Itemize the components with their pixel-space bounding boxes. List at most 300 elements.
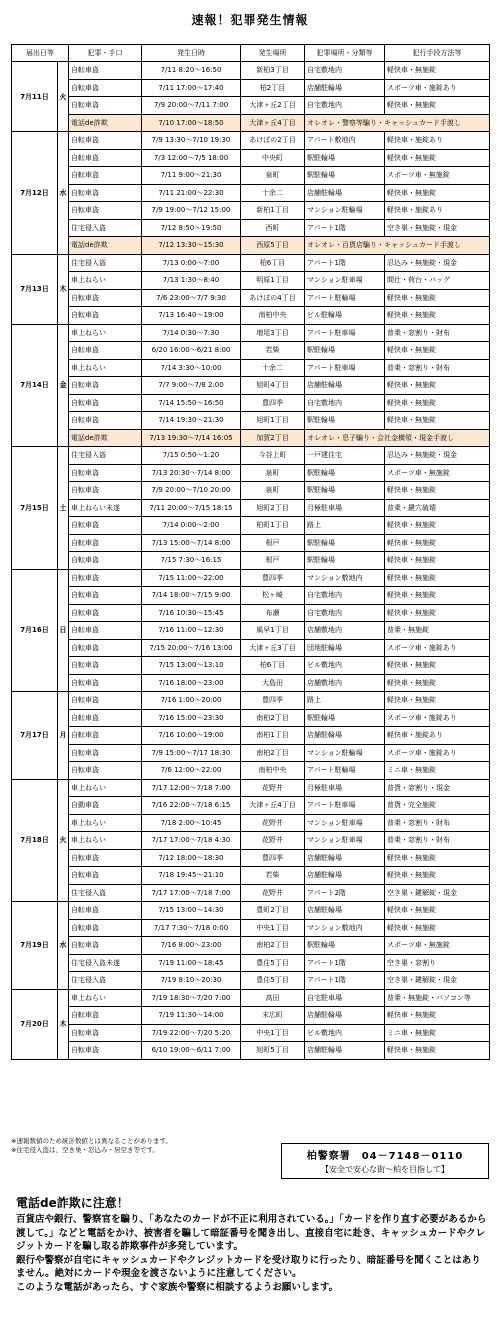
fraud-warning-paragraph-3: このような電話があったら、すぐ家族や警察に相談するようお願いします。 [16,1281,339,1293]
table-row [12,149,490,167]
table-row [12,272,490,290]
crime-type-cell: 車上ねらい [69,324,142,342]
crime-location-cell: マンション駐車場 [305,832,385,850]
crime-type-cell: 自転車盗 [69,1007,142,1025]
occurrence-place-cell: 花野井 [241,884,305,902]
table-row [12,482,490,500]
police-contact-box [281,1143,489,1179]
weekday-cell: 火 [58,779,69,902]
crime-type-cell: 自転車盗 [69,744,142,762]
occurrence-place-cell: 風早1丁目 [241,622,305,640]
table-row [12,919,490,937]
crime-location-cell: 月極駐車場 [305,499,385,517]
table-row [12,587,490,605]
crime-type-cell: 自転車盗 [69,149,142,167]
crime-location-cell: 駅駐輪場 [305,709,385,727]
occurrence-place-cell: 大津ヶ丘4丁目 [241,797,305,815]
crime-type-cell: 住宅侵入盗 [69,447,142,465]
crime-type-cell: 自転車盗 [69,569,142,587]
crime-method-cell: 普乗・無施錠・パソコン等 [385,989,490,1007]
occurrence-time-cell: 7/11 9:00～21:30 [142,167,241,185]
occurrence-time-cell: 7/16 10:30～15:45 [142,604,241,622]
fraud-method-cell: オレオレ・警察等騙り・キャッシュカード手渡し [305,114,490,132]
table-row [12,464,490,482]
occurrence-time-cell: 7/13 16:40～19:00 [142,307,241,325]
occurrence-place-cell: 豊住5丁目 [241,972,305,990]
crime-location-cell: アパート1階 [305,254,385,272]
occurrence-time-cell: 7/11 17:00～17:40 [142,79,241,97]
occurrence-time-cell: 7/11 20:00～7/15 18:15 [142,499,241,517]
occurrence-time-cell: 7/14 15:50～16:50 [142,394,241,412]
table-row [12,692,490,710]
table-row [12,1007,490,1025]
crime-type-cell: 自転車盗 [69,919,142,937]
crime-location-cell: 自宅敷地内 [305,97,385,115]
occurrence-place-cell: 豊四季 [241,849,305,867]
crime-method-cell: 軽快車・無施錠 [385,569,490,587]
crime-location-cell: 店舗駐輪場 [305,727,385,745]
occurrence-time-cell: 7/16 1:00～20:00 [142,692,241,710]
crime-method-cell: 軽快車・無施錠 [385,1007,490,1025]
crime-method-cell: 空き巣・窓割り [385,954,490,972]
table-header-row [12,45,490,62]
crime-location-cell: 店舗駐輪場 [305,1007,385,1025]
occurrence-place-cell: 南柏中央 [241,307,305,325]
occurrence-place-cell: 柏6丁目 [241,254,305,272]
crime-location-cell: 駅駐輪場 [305,552,385,570]
occurrence-place-cell: 大島田 [241,674,305,692]
table-row [12,569,490,587]
occurrence-place-cell: 末広町 [241,1007,305,1025]
crime-location-cell: 駅駐輪場 [305,412,385,430]
column-header-date: 届出日等 [12,45,69,62]
report-date-cell: 7月19日 [12,902,58,990]
table-row [12,359,490,377]
occurrence-place-cell: 中央1丁目 [241,1024,305,1042]
occurrence-time-cell: 7/16 10:00～19:00 [142,727,241,745]
crime-type-cell: 自転車盗 [69,307,142,325]
occurrence-time-cell: 7/14 0:00～2:00 [142,517,241,535]
crime-type-cell: 電話de詐欺 [69,237,142,255]
crime-type-cell: 住宅侵入盗 [69,884,142,902]
occurrence-place-cell: 西町 [241,219,305,237]
table-row [12,674,490,692]
crime-type-cell: 自転車盗 [69,62,142,80]
crime-method-cell: ミニ車・無施錠 [385,1024,490,1042]
crime-type-cell: 住宅侵入盗未遂 [69,954,142,972]
occurrence-time-cell: 7/6 12:00～22:00 [142,762,241,780]
crime-type-cell: 自転車盗 [69,639,142,657]
crime-method-cell: 忍込み・無施錠・現金 [385,447,490,465]
crime-type-cell: 自転車盗 [69,587,142,605]
weekday-cell: 金 [58,324,69,447]
crime-type-cell: 自転車盗 [69,622,142,640]
table-row [12,412,490,430]
crime-location-cell: 一戸建住宅 [305,447,385,465]
crime-type-cell: 自転車盗 [69,727,142,745]
occurrence-time-cell: 7/15 13:00～14:30 [142,902,241,920]
occurrence-place-cell: 南柏1丁目 [241,727,305,745]
occurrence-place-cell: 加賀2丁目 [241,429,305,447]
crime-method-cell: 普貨・窓割り・現金 [385,779,490,797]
crime-method-cell: 軽快車・施錠あり [385,727,490,745]
crime-location-cell: アパート1階 [305,954,385,972]
occurrence-time-cell: 7/19 22:00～7/20 5:20 [142,1024,241,1042]
crime-method-cell: 普乗・窓割り・財布 [385,814,490,832]
crime-location-cell: 駅駐輪場 [305,937,385,955]
crime-type-cell: 自転車盗 [69,657,142,675]
occurrence-place-cell: 南柏2丁目 [241,709,305,727]
table-row [12,762,490,780]
crime-type-cell: 自転車盗 [69,394,142,412]
report-date-cell: 7月20日 [12,989,58,1059]
report-date-cell: 7月18日 [12,779,58,902]
crime-type-cell: 自転車盗 [69,482,142,500]
crime-location-cell: 自宅敷地内 [305,587,385,605]
table-row [12,849,490,867]
occurrence-time-cell: 7/13 19:30～7/14 16:05 [142,429,241,447]
table-row [12,254,490,272]
crime-type-cell: 自転車盗 [69,552,142,570]
crime-type-cell: 自転車盗 [69,692,142,710]
occurrence-time-cell: 7/19 11:30～14:00 [142,1007,241,1025]
crime-location-cell: 店舗駐輪場 [305,867,385,885]
crime-table-body [12,62,490,1060]
table-row [12,622,490,640]
crime-type-cell: 住宅侵入盗 [69,972,142,990]
crime-type-cell: 自転車盗 [69,709,142,727]
crime-location-cell: 店舗駐輪場 [305,79,385,97]
occurrence-place-cell: 十余二 [241,359,305,377]
column-header-method: 犯行手段方法等 [385,45,490,62]
occurrence-time-cell: 7/14 18:00～7/15 9:00 [142,587,241,605]
occurrence-place-cell: 若柴 [241,342,305,360]
report-date-cell: 7月13日 [12,254,58,324]
occurrence-time-cell: 7/17 17:00～7/18 4:30 [142,832,241,850]
occurrence-time-cell: 7/18 19:45～21:10 [142,867,241,885]
crime-type-cell: 自転車盗 [69,377,142,395]
report-date-cell: 7月15日 [12,447,58,570]
crime-method-cell: 軽快車・無施錠 [385,849,490,867]
table-row [12,447,490,465]
occurrence-place-cell: 新柏3丁目 [241,62,305,80]
crime-method-cell: 軽快車・施錠あり [385,202,490,220]
table-row [12,342,490,360]
occurrence-time-cell: 7/11 21:00～22:30 [142,184,241,202]
crime-method-cell: 軽快車・無施錠 [385,97,490,115]
table-row [12,779,490,797]
crime-method-cell: 軽快車・無施錠 [385,184,490,202]
occurrence-place-cell: 根戸 [241,534,305,552]
crime-location-cell: マンション駐輪場 [305,202,385,220]
occurrence-time-cell: 7/19 8:10～20:30 [142,972,241,990]
page-title: 速報！犯罪発生情報 [191,13,309,27]
crime-location-cell: 自宅駐車場 [305,989,385,1007]
occurrence-place-cell: 若柴 [241,867,305,885]
crime-location-cell: アパート駐車場 [305,797,385,815]
crime-type-cell: 自動車盗 [69,797,142,815]
table-row [12,972,490,990]
crime-location-cell: 駅駐輪場 [305,534,385,552]
crime-method-cell: スポーツ車・施錠あり [385,79,490,97]
table-row [12,114,490,132]
crime-location-cell: 路上 [305,692,385,710]
table-row [12,954,490,972]
crime-type-cell: 車上ねらい [69,814,142,832]
fraud-method-cell: オレオレ・息子騙り・会社金横領・現金手渡し [305,429,490,447]
occurrence-place-cell: 豊四季 [241,394,305,412]
crime-method-cell: 普貨・完全施錠 [385,797,490,815]
occurrence-time-cell: 7/3 12:00～7/5 18:00 [142,149,241,167]
crime-method-cell: 軽快車・無施錠 [385,674,490,692]
crime-type-cell: 自転車盗 [69,184,142,202]
crime-type-cell: 自転車盗 [69,762,142,780]
occurrence-place-cell: 明原1丁目 [241,272,305,290]
table-row [12,517,490,535]
crime-method-cell: 普乗・窓割り・財布 [385,359,490,377]
table-row [12,814,490,832]
occurrence-place-cell: 十余二 [241,184,305,202]
crime-method-cell: スポーツ車・施錠あり [385,744,490,762]
crime-type-cell: 車上ねらい [69,779,142,797]
occurrence-time-cell: 7/16 18:00～23:00 [142,674,241,692]
fraud-warning-body [16,1213,490,1294]
crime-type-cell: 自転車盗 [69,604,142,622]
occurrence-place-cell: 花野井 [241,832,305,850]
crime-location-cell: 駅駐輪場 [305,342,385,360]
crime-type-cell: 自転車盗 [69,1024,142,1042]
crime-location-cell: 店舗駐輪場 [305,377,385,395]
report-date-cell: 7月14日 [12,324,58,447]
crime-method-cell: スポーツ車・施錠あり [385,709,490,727]
crime-location-cell: 自宅敷地内 [305,604,385,622]
occurrence-place-cell: あけぼの4丁目 [241,289,305,307]
occurrence-place-cell: 豊四季 [241,692,305,710]
occurrence-place-cell: 大津ヶ丘3丁目 [241,639,305,657]
occurrence-time-cell: 7/13 1:30～8:40 [142,272,241,290]
crime-method-cell: ミニ車・無施錠 [385,762,490,780]
occurrence-place-cell: 大津ヶ丘4丁目 [241,114,305,132]
crime-method-cell: スポーツ車・無施錠 [385,464,490,482]
table-row [12,1024,490,1042]
occurrence-time-cell: 7/16 11:00～12:30 [142,622,241,640]
occurrence-place-cell: 南柏中央 [241,762,305,780]
crime-method-cell: 空き巣・鍵解錠・現金 [385,972,490,990]
occurrence-place-cell: 柏2丁目 [241,79,305,97]
crime-type-cell: 自転車盗 [69,464,142,482]
crime-type-cell: 電話de詐欺 [69,429,142,447]
crime-location-cell: アパート敷地内 [305,132,385,150]
crime-location-cell: 駅駐輪場 [305,464,385,482]
crime-method-cell: 軽快車・無施錠 [385,534,490,552]
occurrence-place-cell: 増尾3丁目 [241,324,305,342]
crime-location-cell: マンション駐輪場 [305,744,385,762]
crime-type-cell: 自転車盗 [69,902,142,920]
crime-method-cell: 軽快車・無施錠 [385,342,490,360]
table-row [12,867,490,885]
crime-type-cell: 自転車盗 [69,79,142,97]
crime-type-cell: 電話de詐欺 [69,114,142,132]
crime-method-cell: 忍込み・無施錠・現金 [385,254,490,272]
occurrence-place-cell: 西原5丁目 [241,237,305,255]
occurrence-place-cell: 泉町 [241,464,305,482]
occurrence-place-cell: 旭町5丁目 [241,1042,305,1060]
occurrence-place-cell: 高田 [241,989,305,1007]
occurrence-place-cell: 南柏2丁目 [241,744,305,762]
table-row [12,377,490,395]
crime-type-cell: 自転車盗 [69,412,142,430]
crime-type-cell: 自転車盗 [69,202,142,220]
crime-method-cell: 軽快車・無施錠 [385,692,490,710]
table-row [12,902,490,920]
occurrence-time-cell: 7/7 9:00～7/8 2:00 [142,377,241,395]
occurrence-place-cell: 松ヶ崎 [241,587,305,605]
crime-method-cell: スポーツ車・無施錠 [385,937,490,955]
crime-location-cell: 自宅敷地内 [305,62,385,80]
crime-type-cell: 自転車盗 [69,167,142,185]
crime-method-cell: 軽快車・施錠あり [385,132,490,150]
crime-location-cell: ビル敷地内 [305,657,385,675]
table-row [12,219,490,237]
crime-method-cell: 軽快車・無施錠 [385,412,490,430]
occurrence-place-cell: 花野井 [241,779,305,797]
occurrence-time-cell: 7/19 18:30～7/20 7:00 [142,989,241,1007]
crime-location-cell: 路上 [305,517,385,535]
column-header-place: 発生場所 [241,45,305,62]
crime-location-cell: 団地駐輪場 [305,639,385,657]
crime-method-cell: 軽快車・無施錠 [385,149,490,167]
occurrence-place-cell: 旭町2丁目 [241,499,305,517]
occurrence-time-cell: 7/15 20:00～7/16 13:00 [142,639,241,657]
crime-type-cell: 自転車盗 [69,97,142,115]
table-row [12,744,490,762]
occurrence-place-cell: 大津ヶ丘2丁目 [241,97,305,115]
crime-method-cell: 軽快車・無施錠 [385,867,490,885]
table-row [12,184,490,202]
occurrence-time-cell: 7/12 18:00～18:30 [142,849,241,867]
table-row [12,324,490,342]
crime-type-cell: 自転車盗 [69,289,142,307]
weekday-cell: 火 [58,62,69,132]
report-date-cell: 7月16日 [12,569,58,692]
table-row [12,97,490,115]
occurrence-place-cell: 根戸 [241,552,305,570]
crime-location-cell: 駅駐輪場 [305,482,385,500]
fraud-method-cell: オレオレ・百貨店騙り・キャッシュカード手渡し [305,237,490,255]
crime-location-cell: マンション駐車場 [305,272,385,290]
crime-type-cell: 住宅侵入盗 [69,219,142,237]
occurrence-place-cell: 花野井 [241,814,305,832]
crime-table [11,44,490,1060]
report-date-cell: 7月17日 [12,692,58,780]
crime-method-cell: 軽快車・無施錠 [385,902,490,920]
occurrence-time-cell: 7/16 8:00～23:00 [142,937,241,955]
crime-method-cell: 軽快車・無施錠 [385,517,490,535]
fraud-warning-heading: 電話de詐欺に注意！ [16,1196,129,1210]
weekday-cell: 土 [58,447,69,570]
occurrence-place-cell: 新柏1丁目 [241,202,305,220]
occurrence-time-cell: 7/13 0:00～7:00 [142,254,241,272]
column-header-crime: 犯罪・手口 [69,45,142,62]
crime-type-cell: 車上ねらい未遂 [69,499,142,517]
crime-type-cell: 自転車盗 [69,534,142,552]
crime-method-cell: 普乗・窓割り・財布 [385,324,490,342]
table-row [12,307,490,325]
occurrence-time-cell: 7/14 19:30～21:30 [142,412,241,430]
crime-type-cell: 自転車盗 [69,674,142,692]
crime-location-cell: マンション駐車場 [305,814,385,832]
crime-type-cell: 自転車盗 [69,849,142,867]
table-row [12,552,490,570]
occurrence-time-cell: 7/12 8:50～19:50 [142,219,241,237]
occurrence-time-cell: 7/15 0:50～1:20 [142,447,241,465]
crime-location-cell: 店舗駐輪場 [305,184,385,202]
occurrence-time-cell: 7/17 17:00～7/18 7:00 [142,884,241,902]
crime-location-cell: 店舗敷地内 [305,622,385,640]
occurrence-time-cell: 7/13 20:30～7/14 8:00 [142,464,241,482]
occurrence-place-cell: 布瀬 [241,604,305,622]
column-header-time: 発生日時 [142,45,241,62]
table-row [12,79,490,97]
occurrence-time-cell: 7/9 20:00～7/10 20:00 [142,482,241,500]
weekday-cell: 日 [58,569,69,692]
crime-type-cell: 自転車盗 [69,937,142,955]
crime-type-cell: 車上ねらい [69,832,142,850]
crime-location-cell: 店舗敷地内 [305,674,385,692]
table-row [12,797,490,815]
crime-type-cell: 住宅侵入盗 [69,254,142,272]
column-header-location: 犯罪場所・分類等 [305,45,385,62]
occurrence-time-cell: 7/15 13:00～13:10 [142,657,241,675]
table-row [12,62,490,80]
crime-location-cell: アパート1階 [305,219,385,237]
crime-location-cell: アパート駐輪場 [305,762,385,780]
crime-method-cell: 軽快車・無施錠 [385,394,490,412]
crime-type-cell: 自転車盗 [69,342,142,360]
occurrence-place-cell: 旭町1丁目 [241,412,305,430]
table-row [12,167,490,185]
crime-location-cell: アパート駐輪場 [305,289,385,307]
crime-method-cell: スポーツ車・無施錠 [385,167,490,185]
occurrence-time-cell: 7/17 12:00～7/18 7:00 [142,779,241,797]
crime-method-cell: 軽快車・無施錠 [385,1042,490,1060]
table-row [12,937,490,955]
crime-location-cell: 月極駐車場 [305,779,385,797]
crime-location-cell: 駅駐輪場 [305,167,385,185]
report-date-cell: 7月12日 [12,132,58,255]
occurrence-place-cell: 今谷上町 [241,447,305,465]
occurrence-time-cell: 7/16 15:00～23:30 [142,709,241,727]
occurrence-time-cell: 7/6 23:00～7/7 9:30 [142,289,241,307]
crime-method-cell: 軽快車・無施錠 [385,62,490,80]
crime-method-cell: 軽快車・無施錠 [385,604,490,622]
crime-location-cell: マンション敷地内 [305,569,385,587]
weekday-cell: 水 [58,902,69,990]
occurrence-time-cell: 7/14 0:30～7:30 [142,324,241,342]
fraud-warning-paragraph-2: 銀行や警察が自宅にキャッシュカードやクレジットカードを受け取りに行ったり、暗証番号を聞くことはありません。絶対にカードや現金を渡さないように注意してください。 [16,1254,481,1279]
occurrence-time-cell: 7/16 22:00～7/18 6:15 [142,797,241,815]
crime-method-cell: 軽快車・無施錠 [385,482,490,500]
crime-method-cell: 普乗・鍵穴破壊 [385,499,490,517]
crime-method-cell: 軽快車・無施錠 [385,552,490,570]
occurrence-place-cell: 南柏2丁目 [241,937,305,955]
table-row [12,237,490,255]
crime-location-cell: 店舗駐輪場 [305,902,385,920]
table-row [12,289,490,307]
crime-location-cell: アパート駐車場 [305,324,385,342]
note-line-2: ※住宅侵入盗は、空き巣・忍込み・居空き等です。 [11,1146,159,1154]
occurrence-place-cell: 中央1丁目 [241,919,305,937]
